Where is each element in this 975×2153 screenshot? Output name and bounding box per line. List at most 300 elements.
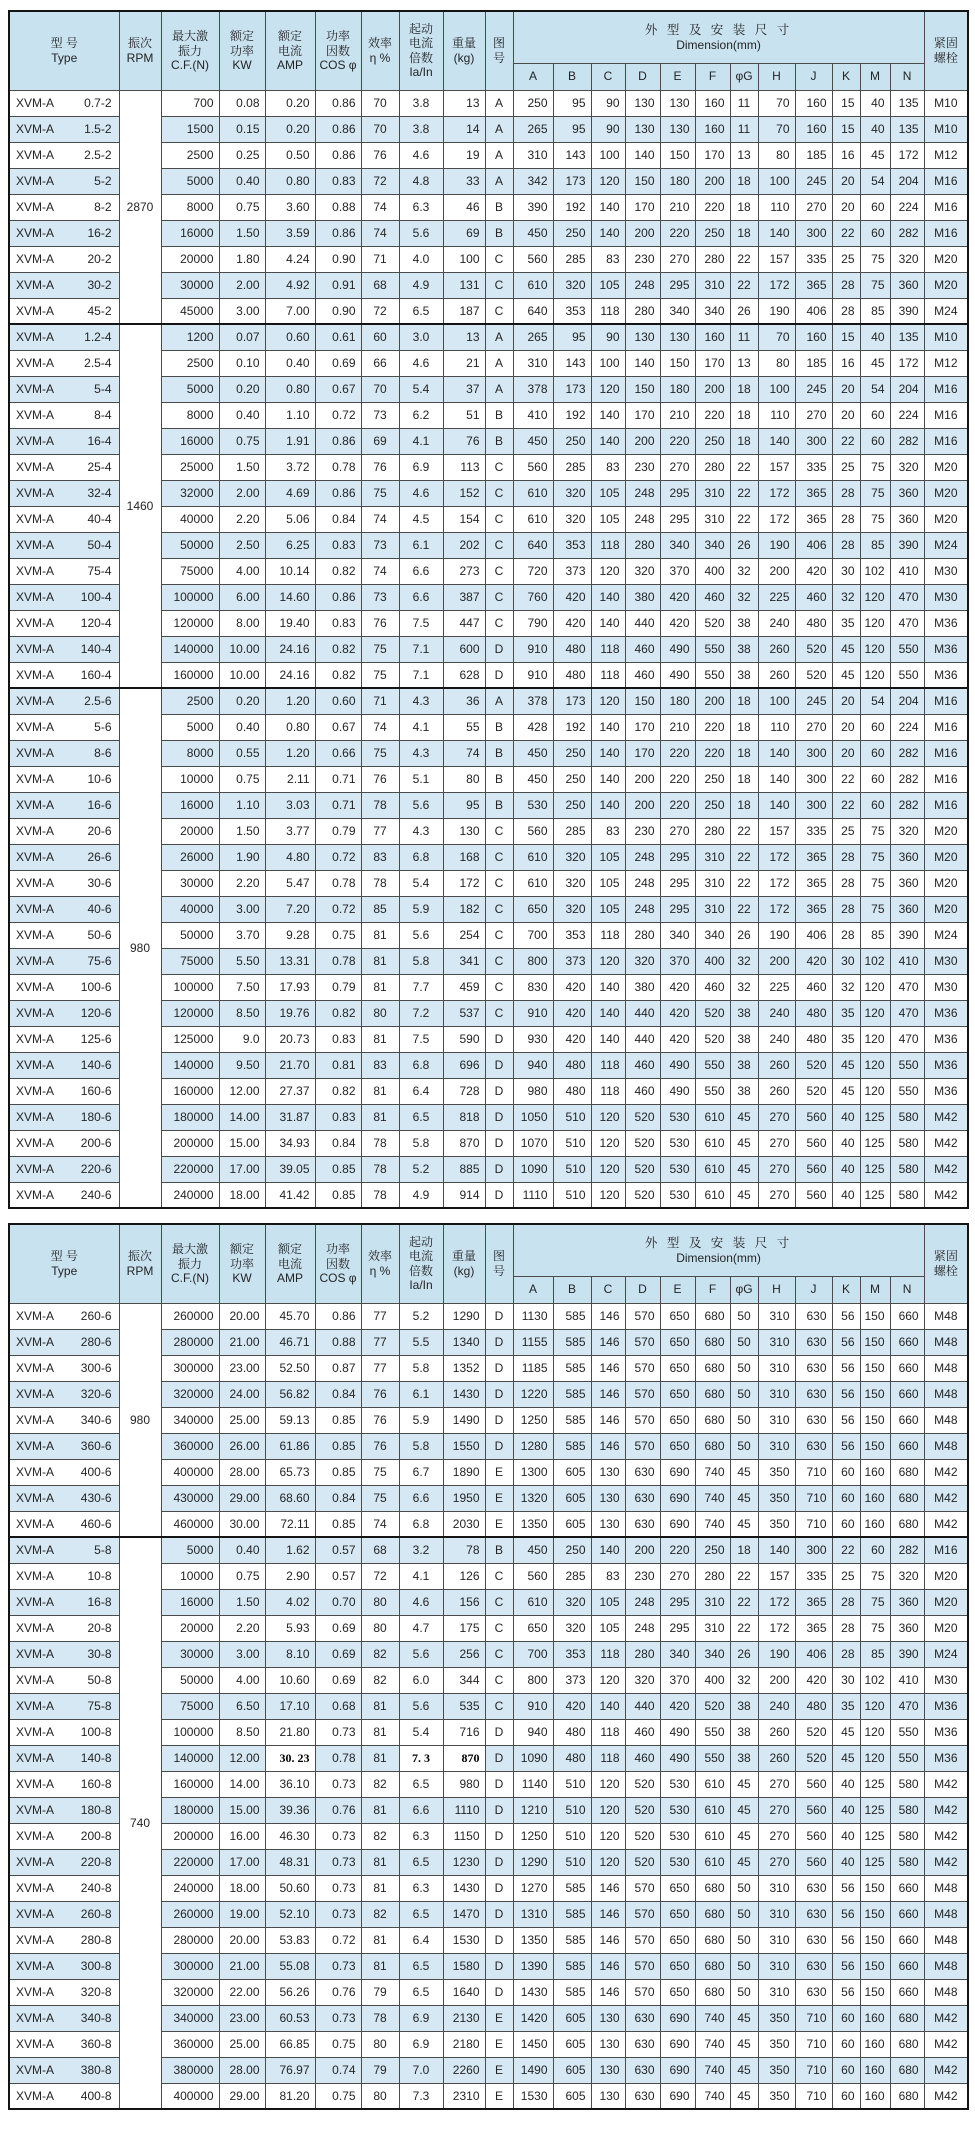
cell-dim-a: 1430 [513,1979,553,2005]
cell-cos: 0.73 [315,1823,361,1849]
cell-dim-f: 610 [695,1182,730,1208]
cell-dim-a: 450 [513,220,553,246]
cell-kg: 344 [443,1667,485,1693]
cell-dim-j: 480 [795,1026,832,1052]
cell-dim-a: 1270 [513,1875,553,1901]
cell-dim-a: 1250 [513,1407,553,1433]
cell-dim-b: 605 [553,2005,591,2031]
cell-cf: 360000 [161,2031,219,2057]
cell-bolt: M42 [924,1156,968,1182]
cell-dim-a: 1290 [513,1849,553,1875]
cell-kw: 2.00 [219,480,265,506]
cell-kw: 25.00 [219,2031,265,2057]
cell-kw: 2.50 [219,532,265,558]
col-header-starting-current-ratio: 起动 电流 倍数 Ia/In [399,1224,443,1303]
cell-dim-c: 146 [591,1953,625,1979]
cell-cf: 1200 [161,324,219,350]
cell-bolt: M48 [924,1953,968,1979]
cell-dim-a: 610 [513,506,553,532]
cell-dim-h: 110 [758,194,795,220]
model-size-code: 120-6 [80,1005,112,1020]
cell-dim-e: 420 [660,1693,695,1719]
col-header-type: 型 号 Type [9,11,119,90]
model-size-code: 2.5-2 [84,147,112,162]
cell-kg: 78 [443,1537,485,1563]
cell-eff: 81 [361,1797,399,1823]
cell-dim-m: 150 [860,1407,890,1433]
cell-dim-a: 378 [513,376,553,402]
cell-dim-c: 140 [591,220,625,246]
cell-dim-f: 520 [695,610,730,636]
cell-eff: 81 [361,1719,399,1745]
model-size-code: 30-8 [87,1646,112,1661]
cell-dim-m: 125 [860,1823,890,1849]
cell-cos: 0.79 [315,974,361,1000]
cell-dim-d: 440 [625,610,660,636]
cell-dim-k: 28 [832,298,860,324]
cell-kw: 6.50 [219,1693,265,1719]
cell-cos: 0.78 [315,1745,361,1771]
cell-dim-h: 270 [758,1823,795,1849]
model-size-code: 220-8 [80,1854,112,1869]
cell-dim-n: 580 [890,1130,924,1156]
cell-kw: 23.00 [219,1355,265,1381]
model-prefix: XVM-A [16,1724,55,1739]
cell-cos: 0.84 [315,1130,361,1156]
cell-dim-c: 100 [591,350,625,376]
model-size-code: 180-6 [80,1109,112,1124]
cell-ia: 6.0 [399,1667,443,1693]
cell-dim-k: 25 [832,818,860,844]
cell-dim-n: 360 [890,870,924,896]
cell-amp: 72.11 [265,1511,315,1537]
cell-kw: 0.40 [219,168,265,194]
cell-dim-m: 160 [860,2057,890,2083]
cell-amp: 56.82 [265,1381,315,1407]
cell-dim-a: 940 [513,1052,553,1078]
cell-dim-a: 410 [513,402,553,428]
model-size-code: 120-4 [80,615,112,630]
cell-dim-k: 28 [832,1589,860,1615]
cell-amp: 2.11 [265,766,315,792]
cell-dim-f: 400 [695,558,730,584]
cell-cf: 40000 [161,896,219,922]
cell-dim-j: 560 [795,1771,832,1797]
cell-dim-j: 710 [795,2005,832,2031]
cell-dim-n: 470 [890,1000,924,1026]
model-size-code: 1.2-4 [84,330,112,345]
cell-fig: A [485,90,513,116]
model-prefix: XVM-A [16,277,55,292]
cell-cf: 160000 [161,1078,219,1104]
cell-dim-j: 300 [795,766,832,792]
cell-eff: 70 [361,116,399,142]
cell-cos: 0.73 [315,1719,361,1745]
cell-dim-d: 520 [625,1130,660,1156]
cell-kg: 69 [443,220,485,246]
cell-type [9,1797,119,1823]
cell-dim-m: 120 [860,584,890,610]
cell-dim-k: 20 [832,688,860,714]
cell-type [9,818,119,844]
model-size-code: 5-2 [94,173,112,188]
cell-fig: D [485,1104,513,1130]
cell-kg: 870 [443,1130,485,1156]
cell-dim-b: 605 [553,1511,591,1537]
cell-fig: A [485,142,513,168]
cell-kg: 1230 [443,1849,485,1875]
cell-fig: B [485,792,513,818]
model-prefix: XVM-A [16,121,55,136]
cell-dim-n: 660 [890,1927,924,1953]
cell-eff: 77 [361,1355,399,1381]
cell-dim-n: 680 [890,2083,924,2109]
cell-dim-e: 150 [660,142,695,168]
cell-dim-n: 660 [890,1381,924,1407]
model-size-code: 360-6 [80,1438,112,1453]
cell-eff: 81 [361,1927,399,1953]
cell-dim-b: 420 [553,974,591,1000]
cell-dim-b: 585 [553,1329,591,1355]
cell-dim-m: 75 [860,1589,890,1615]
cell-eff: 74 [361,220,399,246]
cell-ia: 4.7 [399,1615,443,1641]
model-size-code: 40-4 [87,511,112,526]
cell-dim-h: 172 [758,506,795,532]
cell-dim-e: 530 [660,1156,695,1182]
model-prefix: XVM-A [16,1932,55,1947]
cell-type [9,766,119,792]
cell-dim-j: 270 [795,194,832,220]
cell-type [9,324,119,350]
cell-amp: 66.85 [265,2031,315,2057]
cell-dim-f: 170 [695,142,730,168]
cell-bolt: M36 [924,1000,968,1026]
cell-eff: 77 [361,1329,399,1355]
cell-cos: 0.85 [315,1511,361,1537]
cell-ia: 7. 3 [399,1745,443,1771]
cell-dim-a: 530 [513,792,553,818]
cell-eff: 72 [361,1563,399,1589]
cell-amp: 55.08 [265,1953,315,1979]
cell-cos: 0.61 [315,324,361,350]
cell-dim-m: 150 [860,1901,890,1927]
cell-dim-f: 160 [695,324,730,350]
cell-dim-b: 585 [553,1303,591,1329]
model-size-code: 320-8 [80,1984,112,1999]
cell-kg: 254 [443,922,485,948]
cell-dim-f: 280 [695,818,730,844]
cell-cf: 40000 [161,506,219,532]
cell-eff: 81 [361,1849,399,1875]
cell-fig: B [485,740,513,766]
cell-dim-b: 420 [553,1026,591,1052]
cell-dim-phi-g: 26 [730,532,758,558]
cell-kw: 18.00 [219,1182,265,1208]
cell-eff: 82 [361,1771,399,1797]
cell-kw: 18.00 [219,1875,265,1901]
cell-dim-f: 250 [695,220,730,246]
col-header-efficiency: 效率 η % [361,11,399,90]
cell-dim-f: 280 [695,246,730,272]
cell-dim-m: 125 [860,1849,890,1875]
cell-dim-k: 60 [832,1459,860,1485]
rpm-group-cell: 740 [119,1537,161,2109]
cell-dim-k: 28 [832,480,860,506]
cell-kg: 1430 [443,1381,485,1407]
cell-kw: 25.00 [219,1407,265,1433]
cell-fig: C [485,610,513,636]
cell-fig: B [485,1537,513,1563]
model-size-code: 5-4 [94,381,112,396]
cell-dim-d: 520 [625,1797,660,1823]
cell-ia: 6.8 [399,844,443,870]
cell-dim-phi-g: 22 [730,480,758,506]
cell-ia: 5.1 [399,766,443,792]
cell-type [9,142,119,168]
cell-dim-c: 90 [591,90,625,116]
model-prefix: XVM-A [16,1750,55,1765]
cell-type [9,1433,119,1459]
rpm-group-cell: 980 [119,688,161,1208]
cell-type [9,480,119,506]
cell-dim-h: 200 [758,558,795,584]
cell-dim-phi-g: 18 [730,766,758,792]
cell-dim-m: 75 [860,896,890,922]
cell-dim-j: 630 [795,1433,832,1459]
cell-ia: 6.5 [399,1104,443,1130]
cell-cf: 260000 [161,1303,219,1329]
cell-type [9,896,119,922]
col-header-figure-no: 图 号 [485,1224,513,1303]
cell-dim-e: 220 [660,220,695,246]
cell-dim-phi-g: 38 [730,1693,758,1719]
cell-dim-e: 650 [660,1355,695,1381]
cell-dim-j: 560 [795,1849,832,1875]
cell-dim-e: 210 [660,714,695,740]
cell-fig: C [485,844,513,870]
cell-cf: 10000 [161,1563,219,1589]
cell-kg: 628 [443,662,485,688]
cell-cf: 220000 [161,1849,219,1875]
model-prefix: XVM-A [16,1334,55,1349]
cell-dim-n: 550 [890,1078,924,1104]
cell-dim-k: 40 [832,1182,860,1208]
cell-cos: 0.84 [315,1485,361,1511]
cell-dim-m: 60 [860,194,890,220]
cell-dim-e: 220 [660,766,695,792]
cell-dim-c: 146 [591,1329,625,1355]
cell-dim-f: 280 [695,454,730,480]
cell-ia: 4.5 [399,506,443,532]
cell-dim-c: 130 [591,2083,625,2109]
cell-dim-phi-g: 32 [730,948,758,974]
cell-ia: 6.5 [399,1979,443,2005]
cell-eff: 66 [361,350,399,376]
cell-dim-c: 120 [591,1156,625,1182]
cell-kg: 46 [443,194,485,220]
cell-kg: 870 [443,1745,485,1771]
cell-ia: 6.3 [399,1823,443,1849]
cell-amp: 7.00 [265,298,315,324]
cell-dim-phi-g: 50 [730,1979,758,2005]
cell-dim-phi-g: 26 [730,922,758,948]
model-size-code: 320-6 [80,1386,112,1401]
cell-amp: 5.47 [265,870,315,896]
cell-cos: 0.81 [315,1052,361,1078]
cell-ia: 6.4 [399,1078,443,1104]
cell-dim-h: 140 [758,792,795,818]
cell-dim-phi-g: 45 [730,1156,758,1182]
cell-dim-phi-g: 38 [730,1052,758,1078]
cell-dim-c: 146 [591,1355,625,1381]
cell-type [9,2057,119,2083]
cell-dim-h: 200 [758,1667,795,1693]
cell-dim-b: 510 [553,1130,591,1156]
cell-dim-m: 160 [860,2005,890,2031]
cell-type [9,1303,119,1329]
cell-dim-b: 143 [553,142,591,168]
cell-dim-f: 610 [695,1823,730,1849]
cell-dim-f: 680 [695,1303,730,1329]
cell-cos: 0.83 [315,610,361,636]
cell-dim-d: 460 [625,1745,660,1771]
cell-cf: 16000 [161,1589,219,1615]
cell-dim-phi-g: 45 [730,1797,758,1823]
cell-dim-d: 200 [625,1537,660,1563]
cell-type [9,1537,119,1563]
cell-fig: D [485,1875,513,1901]
cell-cf: 16000 [161,428,219,454]
cell-dim-c: 120 [591,168,625,194]
cell-type [9,1823,119,1849]
model-size-code: 100-8 [80,1724,112,1739]
cell-dim-b: 250 [553,428,591,454]
cell-dim-c: 90 [591,116,625,142]
cell-dim-d: 170 [625,740,660,766]
dim-col-header-n: N [890,1276,924,1303]
cell-dim-n: 550 [890,636,924,662]
cell-dim-a: 342 [513,168,553,194]
model-size-code: 260-6 [80,1308,112,1323]
cell-kg: 130 [443,818,485,844]
cell-dim-m: 40 [860,116,890,142]
dim-col-header-a: A [513,1276,553,1303]
cell-kw: 2.20 [219,1615,265,1641]
cell-dim-a: 650 [513,1615,553,1641]
cell-dim-n: 580 [890,1104,924,1130]
cell-dim-j: 520 [795,636,832,662]
cell-dim-e: 220 [660,1537,695,1563]
cell-eff: 78 [361,1182,399,1208]
cell-dim-c: 105 [591,1615,625,1641]
cell-dim-c: 120 [591,688,625,714]
cell-kg: 2130 [443,2005,485,2031]
cell-dim-d: 520 [625,1156,660,1182]
cell-dim-m: 125 [860,1156,890,1182]
cell-bolt: M16 [924,194,968,220]
cell-dim-a: 1280 [513,1433,553,1459]
cell-dim-n: 204 [890,168,924,194]
model-size-code: 25-4 [87,459,112,474]
cell-kw: 29.00 [219,1485,265,1511]
cell-dim-j: 185 [795,350,832,376]
cell-bolt: M16 [924,168,968,194]
cell-dim-phi-g: 45 [730,2057,758,2083]
cell-amp: 20.73 [265,1026,315,1052]
cell-dim-e: 370 [660,558,695,584]
cell-dim-k: 56 [832,1407,860,1433]
rpm-group-cell: 980 [119,1303,161,1537]
model-prefix: XVM-A [16,511,55,526]
cell-ia: 5.4 [399,870,443,896]
cell-cf: 700 [161,90,219,116]
model-size-code: 16-2 [87,225,112,240]
cell-dim-d: 130 [625,90,660,116]
cell-fig: C [485,1000,513,1026]
cell-fig: B [485,220,513,246]
cell-dim-h: 310 [758,1901,795,1927]
cell-dim-e: 295 [660,870,695,896]
model-prefix: XVM-A [16,1464,55,1479]
cell-bolt: M48 [924,1875,968,1901]
cell-dim-d: 570 [625,1979,660,2005]
cell-dim-f: 310 [695,272,730,298]
col-header-efficiency: 效率 η % [361,1224,399,1303]
model-size-code: 5-6 [94,719,112,734]
cell-kg: 202 [443,532,485,558]
cell-dim-k: 22 [832,220,860,246]
cell-cos: 0.86 [315,584,361,610]
cell-dim-m: 75 [860,246,890,272]
cell-dim-h: 140 [758,766,795,792]
model-size-code: 280-8 [80,1932,112,1947]
model-prefix: XVM-A [16,173,55,188]
cell-dim-a: 610 [513,480,553,506]
cell-dim-n: 172 [890,142,924,168]
col-header-cf: 最大激 振力 C.F.(N) [161,1224,219,1303]
cell-eff: 81 [361,1026,399,1052]
cell-cf: 400000 [161,2083,219,2109]
cell-dim-k: 56 [832,1901,860,1927]
cell-dim-h: 350 [758,2005,795,2031]
cell-eff: 74 [361,194,399,220]
cell-eff: 80 [361,1589,399,1615]
cell-dim-c: 140 [591,1026,625,1052]
cell-eff: 70 [361,90,399,116]
cell-amp: 5.06 [265,506,315,532]
cell-type [9,1719,119,1745]
cell-ia: 5.4 [399,376,443,402]
cell-amp: 0.80 [265,714,315,740]
cell-amp: 7.20 [265,896,315,922]
model-size-code: 0.7-2 [84,95,112,110]
cell-dim-n: 224 [890,402,924,428]
cell-dim-h: 350 [758,2031,795,2057]
cell-dim-c: 83 [591,246,625,272]
cell-dim-j: 460 [795,974,832,1000]
cell-kg: 168 [443,844,485,870]
cell-eff: 76 [361,142,399,168]
cell-dim-phi-g: 50 [730,1901,758,1927]
cell-dim-h: 310 [758,1433,795,1459]
cell-amp: 52.50 [265,1355,315,1381]
cell-dim-e: 650 [660,1875,695,1901]
cell-dim-c: 118 [591,1719,625,1745]
cell-cos: 0.85 [315,1433,361,1459]
cell-dim-h: 260 [758,1719,795,1745]
cell-dim-m: 45 [860,142,890,168]
